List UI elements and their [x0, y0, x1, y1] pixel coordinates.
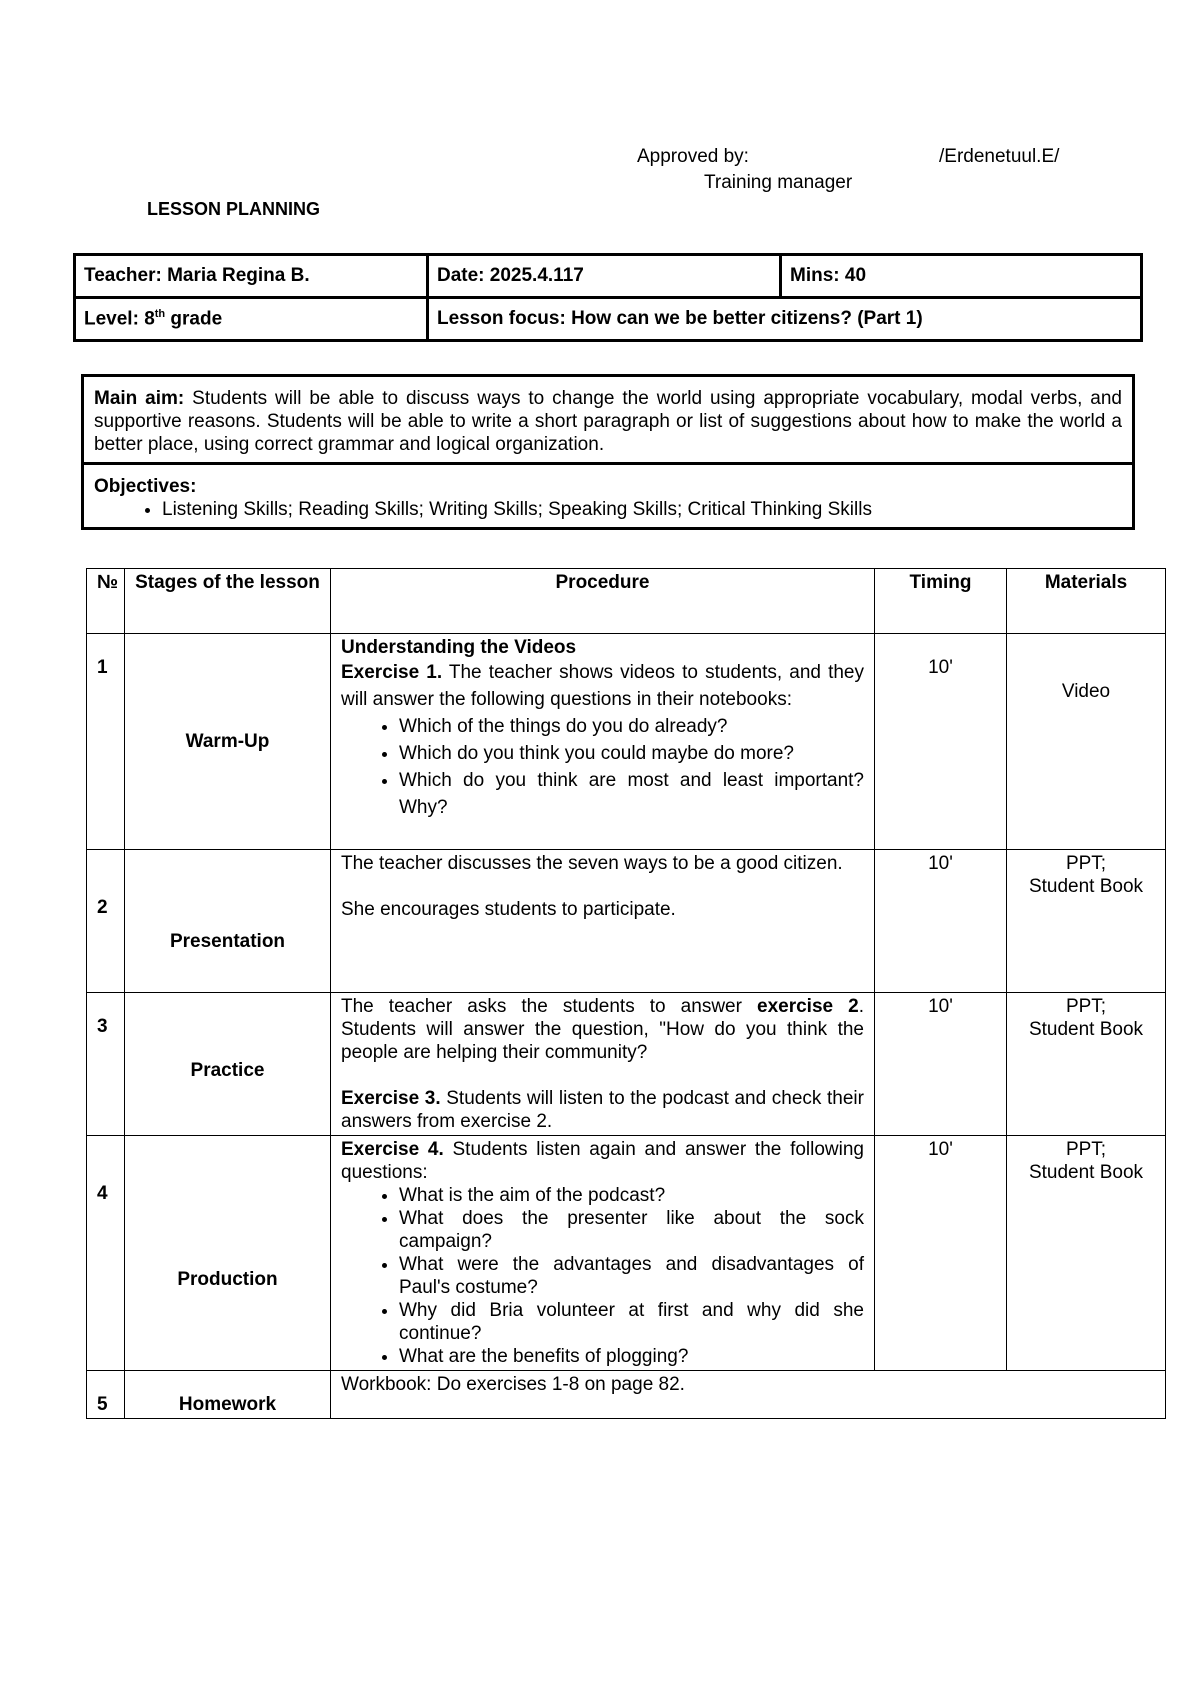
- row-stage: Practice: [125, 993, 331, 1136]
- table-row: [87, 1136, 1166, 1371]
- header-timing: Timing: [875, 569, 1007, 634]
- row-materials: [1007, 993, 1166, 1136]
- header-procedure: Procedure: [331, 569, 875, 634]
- lesson-focus-cell: Lesson focus: How can we be better citizens? (Part 1): [428, 298, 1142, 341]
- exercise-text: Students will listen to the podcast and check their answers from exercise 2.: [341, 1088, 864, 1132]
- table-row: [87, 634, 1166, 850]
- header-number: №: [87, 569, 125, 634]
- row-procedure: Workbook: Do exercises 1-8 on page 82.: [331, 1371, 1166, 1419]
- materials-line: PPT;: [1065, 1139, 1107, 1160]
- row-timing: 10': [875, 1136, 1007, 1371]
- list-item: • Which do you think are most and least important? Why?: [399, 767, 864, 821]
- practice-text-b: . Students will answer the question, "How do you think the people are helping their community?: [341, 996, 865, 1063]
- objectives-list: [94, 498, 1122, 521]
- level-cell: [75, 298, 428, 341]
- table-row: [87, 1371, 1166, 1419]
- row-stage: Homework: [125, 1371, 331, 1419]
- exercise-text: The teacher shows videos to students, and they will answer the following questions in their notebooks:: [341, 662, 864, 710]
- procedure-text: [341, 1087, 864, 1133]
- objectives-label: Objectives:: [94, 476, 197, 497]
- list-item: • Which do you think you could maybe do more?: [399, 740, 864, 767]
- main-aim-text: Students will be able to discuss ways to change the world using appropriate vocabulary, modal verbs, and supportive reasons. Students will be able to write a short paragraph or list of suggestions about how to make the world a better place, using correct grammar and logical organization.: [94, 388, 1122, 455]
- practice-text-a: The teacher asks the students to answer: [341, 996, 758, 1017]
- row-stage: Warm-Up: [125, 634, 331, 850]
- list-item: • What does the presenter like about the sock campaign?: [399, 1207, 864, 1253]
- procedure-text: The teacher discusses the seven ways to be a good citizen.: [341, 853, 843, 874]
- list-item: • What is the aim of the podcast?: [399, 1184, 864, 1207]
- row-timing: 10': [875, 993, 1007, 1136]
- row-number: 3: [87, 993, 125, 1136]
- row-stage: Presentation: [125, 850, 331, 993]
- table-header-row: [87, 569, 1166, 634]
- row-number: 4: [87, 1136, 125, 1371]
- level-sup: th: [154, 307, 166, 320]
- row-number: 5: [87, 1371, 125, 1419]
- exercise-label: Exercise 4.: [341, 1139, 444, 1160]
- list-item: • What are the benefits of plogging?: [399, 1345, 864, 1368]
- row-timing: 10': [875, 850, 1007, 993]
- level-prefix: Level: 8: [84, 308, 155, 330]
- row-procedure: [331, 993, 875, 1136]
- mins-cell: Mins: 40: [781, 255, 1142, 298]
- materials-line: Student Book: [1028, 1162, 1144, 1183]
- table-row: [87, 993, 1166, 1136]
- materials-line: PPT;: [1065, 996, 1107, 1017]
- materials-line: PPT;: [1065, 853, 1107, 874]
- exercise-label: Exercise 1.: [341, 662, 443, 683]
- teacher-cell: Teacher: Maria Regina B.: [75, 255, 428, 298]
- procedure-table: [86, 568, 1166, 1419]
- main-aim-label: Main aim:: [94, 388, 185, 409]
- page-title: LESSON PLANNING: [147, 199, 321, 219]
- row-materials: [1007, 1136, 1166, 1371]
- aims-table: [81, 374, 1135, 530]
- header-materials: Materials: [1007, 569, 1166, 634]
- list-item: • Which of the things do you do already?: [399, 713, 864, 740]
- row-procedure: [331, 1136, 875, 1371]
- question-list: [341, 713, 864, 821]
- exercise-text: Students listen again and answer the following questions:: [341, 1139, 864, 1183]
- approver-role: Training manager: [704, 172, 853, 193]
- approved-by-label: Approved by:: [637, 146, 749, 167]
- list-item: • What were the advantages and disadvantages of Paul's costume?: [399, 1253, 864, 1299]
- date-cell: Date: 2025.4.117: [428, 255, 781, 298]
- table-row: [87, 850, 1166, 993]
- materials-line: Student Book: [1028, 876, 1144, 897]
- lesson-info-table: [73, 253, 1143, 342]
- exercise-label: Exercise 3.: [341, 1088, 441, 1109]
- row-procedure: [331, 850, 875, 993]
- level-suffix: grade: [165, 308, 223, 330]
- row-materials: Video: [1007, 634, 1166, 850]
- objectives-cell: [83, 464, 1134, 529]
- row-timing: 10': [875, 634, 1007, 850]
- header-stages: Stages of the lesson: [125, 569, 331, 634]
- list-item: • Why did Bria volunteer at first and why did she continue?: [399, 1299, 864, 1345]
- row-number: 1: [87, 634, 125, 850]
- procedure-heading: Understanding the Videos: [341, 637, 577, 658]
- question-list: [341, 1184, 864, 1368]
- approver-name: /Erdenetuul.E/: [939, 146, 1060, 167]
- materials-line: Student Book: [1028, 1019, 1144, 1040]
- main-aim-cell: [83, 376, 1134, 464]
- objective-item: • Listening Skills; Reading Skills; Writing Skills; Speaking Skills; Critical Thinking Skills: [162, 498, 1122, 521]
- row-number: 2: [87, 850, 125, 993]
- procedure-text: She encourages students to participate.: [341, 899, 676, 920]
- procedure-text: [341, 659, 864, 713]
- row-procedure: [331, 634, 875, 850]
- practice-text-bold: exercise 2: [757, 996, 859, 1017]
- procedure-text: [341, 995, 864, 1064]
- row-materials: [1007, 850, 1166, 993]
- procedure-text: [341, 1138, 864, 1184]
- row-stage: Production: [125, 1136, 331, 1371]
